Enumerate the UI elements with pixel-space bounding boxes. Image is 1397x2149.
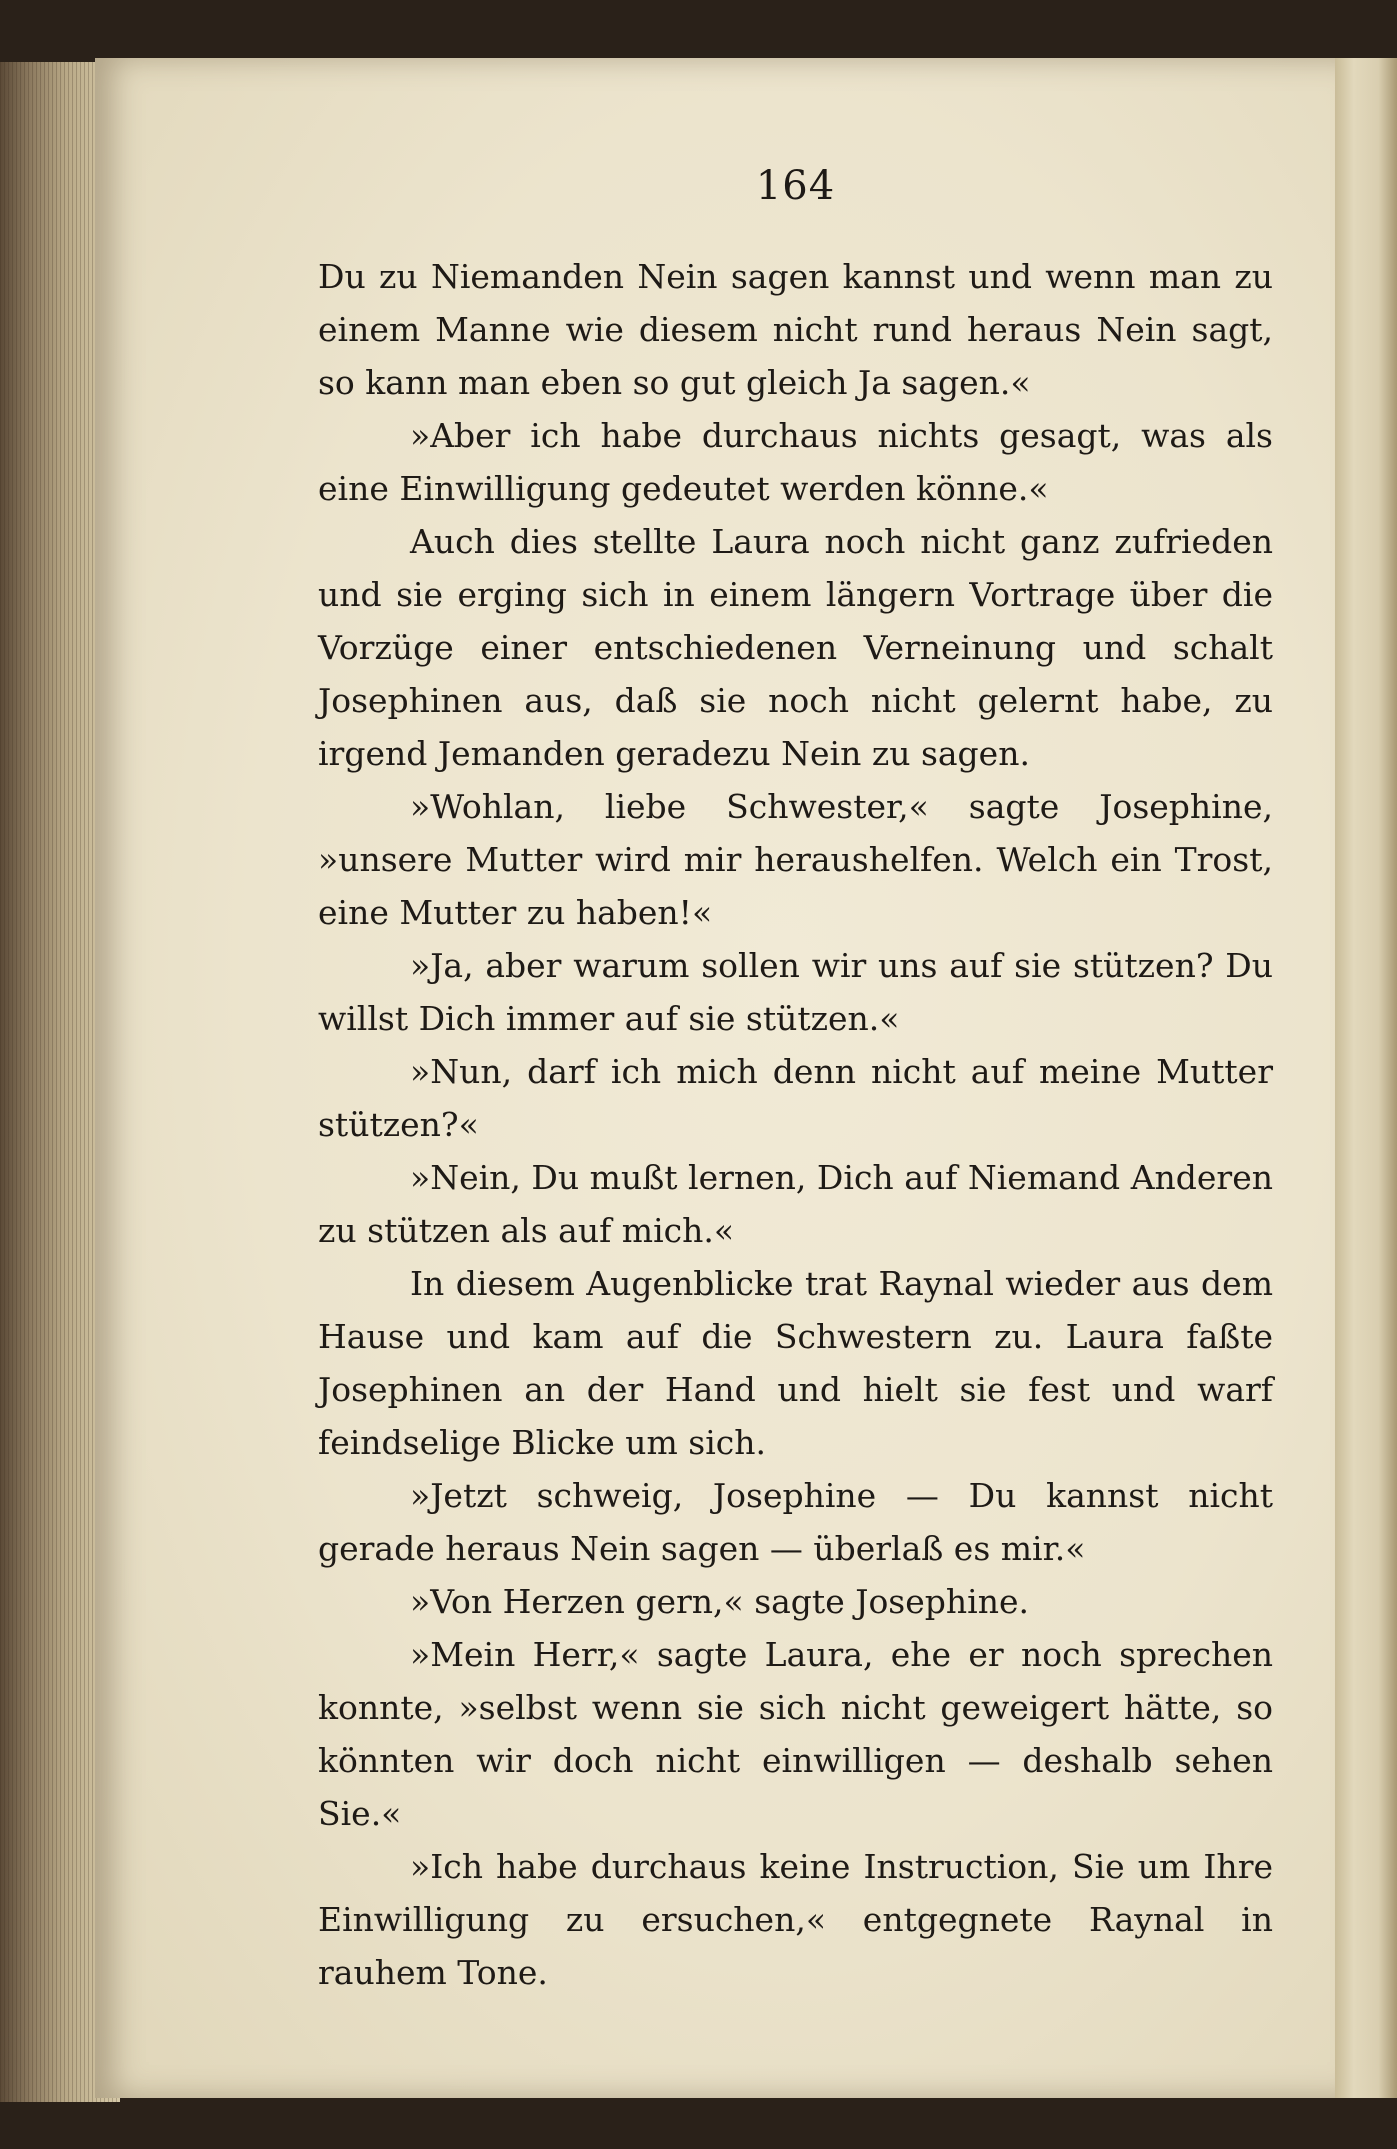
page-right-edge: [1335, 58, 1397, 2098]
paragraph: »Nein, Du mußt lernen, Dich auf Niemand Anderen zu stützen als auf mich.«: [318, 1158, 1273, 1250]
paragraph: »Wohlan, liebe Schwester,« sagte Josephine, »unsere Mutter wird mir heraushelfen. Welch ein Trost, eine Mutter zu haben!«: [318, 787, 1273, 932]
paragraph: In diesem Augenblicke trat Raynal wieder aus dem Hause und kam auf die Schwestern zu. Laura faßte Josephinen an der Hand und hielt sie fest und warf feindselige Blicke um sich.: [318, 1264, 1273, 1462]
paragraph: »Nun, darf ich mich denn nicht auf meine Mutter stützen?«: [318, 1052, 1273, 1144]
page-number: 164: [755, 163, 836, 209]
paragraph: »Aber ich habe durchaus nichts gesagt, was als eine Einwilligung gedeutet werden könne.«: [318, 416, 1273, 508]
paragraph: Du zu Niemanden Nein sagen kannst und wenn man zu einem Manne wie diesem nicht rund heraus Nein sagt, so kann man eben so gut gleich Ja sagen.«: [318, 257, 1273, 402]
paragraph: Auch dies stellte Laura noch nicht ganz zufrieden und sie erging sich in einem längern Vortrage über die Vorzüge einer entschiedenen Verneinung und schalt Josephinen aus, daß sie noch nicht gelernt habe, zu irgend Jemanden geradezu Nein zu sagen.: [318, 522, 1273, 773]
paragraph: »Mein Herr,« sagte Laura, ehe er noch sprechen konnte, »selbst wenn sie sich nicht geweigert hätte, so könnten wir doch nicht einwilligen — deshalb sehen Sie.«: [318, 1635, 1273, 1833]
paragraph: »Von Herzen gern,« sagte Josephine.: [410, 1582, 1029, 1621]
paragraph: »Ja, aber warum sollen wir uns auf sie stützen? Du willst Dich immer auf sie stützen.«: [318, 946, 1273, 1038]
page-body: [318, 250, 1273, 1999]
paragraph: »Jetzt schweig, Josephine — Du kannst nicht gerade heraus Nein sagen — überlaß es mir.«: [318, 1476, 1273, 1568]
paragraph: »Ich habe durchaus keine Instruction, Sie um Ihre Einwilligung zu ersuchen,« entgegnete Raynal in rauhem Tone.: [318, 1847, 1273, 1992]
